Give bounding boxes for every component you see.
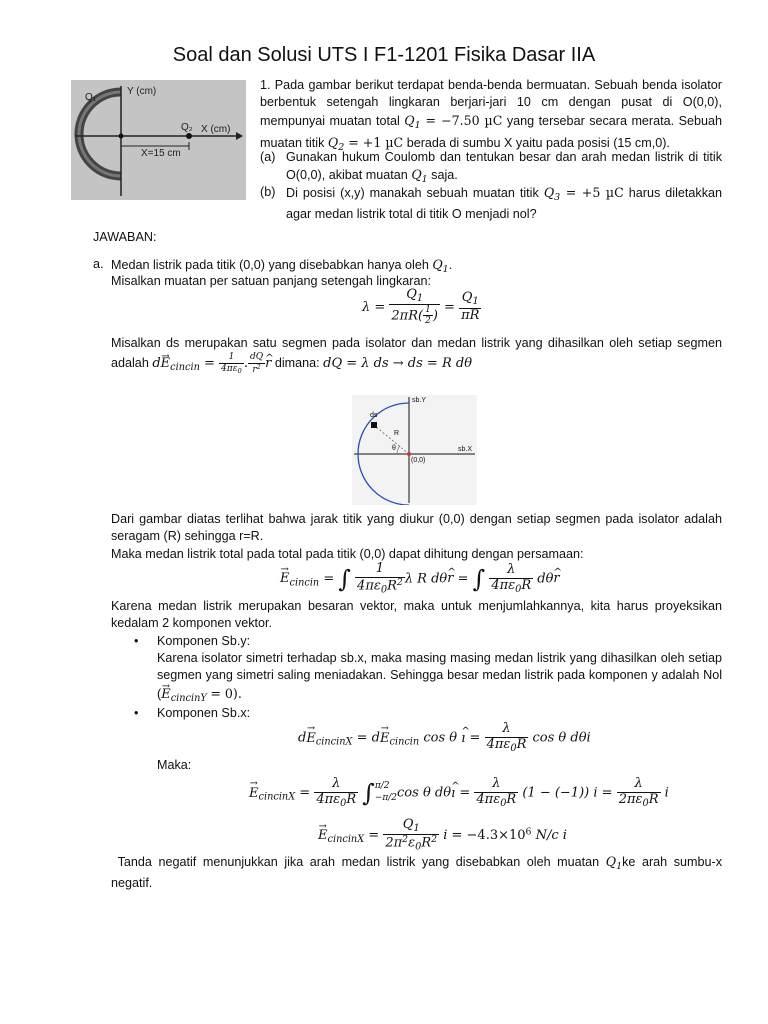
problem-text-1: 1. Pada gambar berikut terdapat benda-benda bermuatan. Sebuah benda isolator berbentuk setengah lingkaran berjari-jari 10 cm dengan pusat di O(0,0), mempunyai muatan total	[260, 78, 722, 128]
bullet-x-dot: •	[134, 706, 139, 720]
segment-figure	[352, 395, 477, 505]
photo-x-axis-label: X (cm)	[201, 124, 231, 135]
bullet-y-equation: = 0).	[210, 685, 242, 701]
semicircle-figure	[71, 80, 246, 200]
answer-a-marker: a.	[93, 257, 104, 271]
conclusion-text-2: ke arah sumbu-x negatif.	[111, 855, 723, 891]
total-field-paragraph: Maka medan listrik total pada total pada titik (0,0) dapat dihitung dengan persamaan:	[111, 547, 584, 561]
problem-b-q-value: = +5 µC	[560, 185, 624, 200]
photo-q2-label: Q₂	[181, 122, 193, 133]
problem-a-end: saja.	[427, 168, 458, 183]
problem-b-body: Di posisi (x,y) manakah sebuah muatan titik	[286, 186, 544, 200]
ds-paragraph: Misalkan ds merupakan satu segmen pada isolator dan medan listrik yang dihasilkan oleh setiap segmen adalah $d\to E_{cincin}$ = $\frac{1}{4\pi\varepsilon_0}$ . $\frac{dQ}{r^2}$ ^ r dimana: dQ = λ ds → ds = R dθ	[111, 335, 722, 377]
problem-photo	[71, 80, 246, 200]
ds-equation: dQ = λ ds → ds = R dθ	[323, 356, 473, 372]
problem-a-body: Gunakan hukum Coulomb dan tentukan besar dan arah medan listrik di titik O(0,0), akibat muatan	[286, 150, 722, 183]
conclusion-text-1: Tanda negatif menunjukkan jika arah medan listrik yang disebabkan oleh muatan	[117, 855, 606, 869]
problem-b-text: Di posisi (x,y) manakah sebuah muatan titik $Q_3 = +5$ µC harus diletakkan agar medan listrik total di titik O menjadi nol?	[286, 185, 722, 222]
integrated-equation: → $E_{cincinX}$ = $\frac{\lambda}{4\pi\varepsilon_0R}$ ∫ π/2 −π/2 cos θ dθ^ ı = $\frac{\lambda}{4\pi\varepsilon_0R}$ (1 − (−1)) i = $\frac{\lambda}{2\pi\varepsilon_0R}$ i	[249, 777, 669, 809]
fig-sby-label: sb.Y	[412, 397, 427, 404]
ds-dimana: dimana:	[271, 356, 324, 371]
bullet-y-title: Komponen Sb.y:	[157, 634, 251, 648]
problem-text-2: yang tersebar secara merata. Sebuah muatan titik	[260, 113, 722, 150]
bullet-y-text: Karena isolator simetri terhadap sb.x, maka masing masing medan listrik yang dihasilkan oleh setiap segmen yang simetri saling meniadakan. Sehingga besar medan listrik pada komponen y adalah Nol (→ $E_{cincinY} = 0$).	[157, 650, 722, 707]
fig-ds-label: ds	[370, 412, 378, 419]
problem-a-marker: (a)	[260, 150, 276, 164]
bullet-y-dot: •	[134, 634, 139, 648]
problem-b-q-symbol: Q	[543, 185, 555, 200]
answer-heading: JAWABAN:	[93, 230, 157, 244]
q1-symbol: Q	[404, 112, 415, 128]
problem-text-3: berada di sumbu X yaitu pada posisi (15 cm,0).	[403, 135, 670, 150]
q1-value: = −7.50 µC	[420, 112, 503, 128]
bullet-x-title: Komponen Sb.x:	[157, 706, 251, 720]
photo-y-axis-label: Y (cm)	[127, 86, 157, 97]
photo-distance-label: X=15 cm	[141, 148, 181, 159]
vector-paragraph: Karena medan listrik merupakan besaran vektor, maka untuk menjumlahkannya, kita harus proyeksikan kedalam 2 komponen vektor.	[111, 599, 722, 631]
final-unit: N/c i	[531, 827, 567, 843]
fig-r-label: R	[394, 430, 400, 437]
final-equation: → $E_{cincinX}$ = $\frac{Q_1}{2\pi^2\varepsilon_0R^2}$ $i = -4.3\times 10^6$ N/c i	[318, 818, 567, 853]
problem-b-marker: (b)	[260, 185, 276, 199]
answer-line-1-text: Medan listrik pada titik (0,0) yang disebabkan hanya oleh	[111, 258, 433, 272]
distance-paragraph: Dari gambar diatas terlihat bahwa jarak titik yang diukur (0,0) dengan setiap segmen pada isolator adalah seragam (R) sehingga r=R.	[111, 512, 722, 544]
q2-value: = +1 µC	[344, 134, 404, 150]
q2-symbol: Q	[327, 134, 339, 150]
bullet-y-body: Karena isolator simetri terhadap sb.x, maka masing masing medan listrik yang dihasilkan oleh setiap segmen yang simetri saling meniadakan. Sehingga besar medan listrik pada komponen y adalah Nol	[157, 651, 722, 683]
photo-q1-label: Q₁	[85, 92, 97, 103]
fig-theta-label: θ	[392, 445, 396, 452]
component-x-equation: $d\to E_{cincinX} = d\to E_{cincin}$ cos θ ^ ı = $\frac{\lambda}{4\pi\varepsilon_0R}$ cos θ dθi	[298, 722, 591, 754]
answer-line-2: Misalkan muatan per satuan panjang setengah lingkaran:	[111, 274, 431, 288]
fig-origin-label: (0,0)	[411, 457, 426, 464]
problem-paragraph: 1. Pada gambar berikut terdapat benda-benda bermuatan. Sebuah benda isolator berbentuk setengah lingkaran berjari-jari 10 cm dengan pusat di O(0,0), mempunyai muatan total $Q_1 = -7.50$ µC yang tersebar secara merata. Sebuah muatan titik $Q_2 = +1$ µC berada di sumbu X yaitu pada posisi (15 cm,0).	[260, 78, 722, 153]
page-title: Soal dan Solusi UTS I F1-1201 Fisika Dasar IIA	[172, 44, 596, 66]
final-exponent: 6	[525, 826, 532, 838]
problem-b-end: harus diletakkan agar medan listrik total di titik O menjadi nol?	[286, 186, 722, 222]
problem-a-q-symbol: Q	[411, 167, 422, 183]
total-field-equation: → $E_{cincin}$ = ∫ $\frac{1}{4\pi\varepsilon_0R^2}$ λ R dθ^ r = ∫ $\frac{\lambda}{4\pi\varepsilon_0R}$ dθ^ r	[280, 562, 560, 596]
fig-sbx-label: sb.X	[458, 446, 473, 453]
lambda-equation: λ = $Q_1$ 2πR( $\frac{1}{2}$ ) = $\frac{Q_1}{\pi R}$	[362, 287, 480, 327]
conclusion-paragraph: Tanda negatif menunjukkan jika arah medan listrik yang disebabkan oleh muatan $Q_1ke$ arah sumbu-x negatif.	[111, 854, 723, 891]
final-value: = −4.3×10	[451, 827, 526, 843]
problem-a-text: Gunakan hukum Coulomb dan tentukan besar dan arah medan listrik di titik O(0,0), akibat muatan $Q_1$ saja.	[286, 150, 722, 186]
answer-line-1: Medan listrik pada titik (0,0) yang disebabkan hanya oleh $Q_1$.	[111, 257, 453, 275]
ds-paragraph-text: Misalkan ds merupakan satu segmen pada isolator dan medan listrik yang dihasilkan oleh setiap segmen adalah	[111, 336, 722, 371]
maka-label: Maka:	[157, 758, 192, 772]
